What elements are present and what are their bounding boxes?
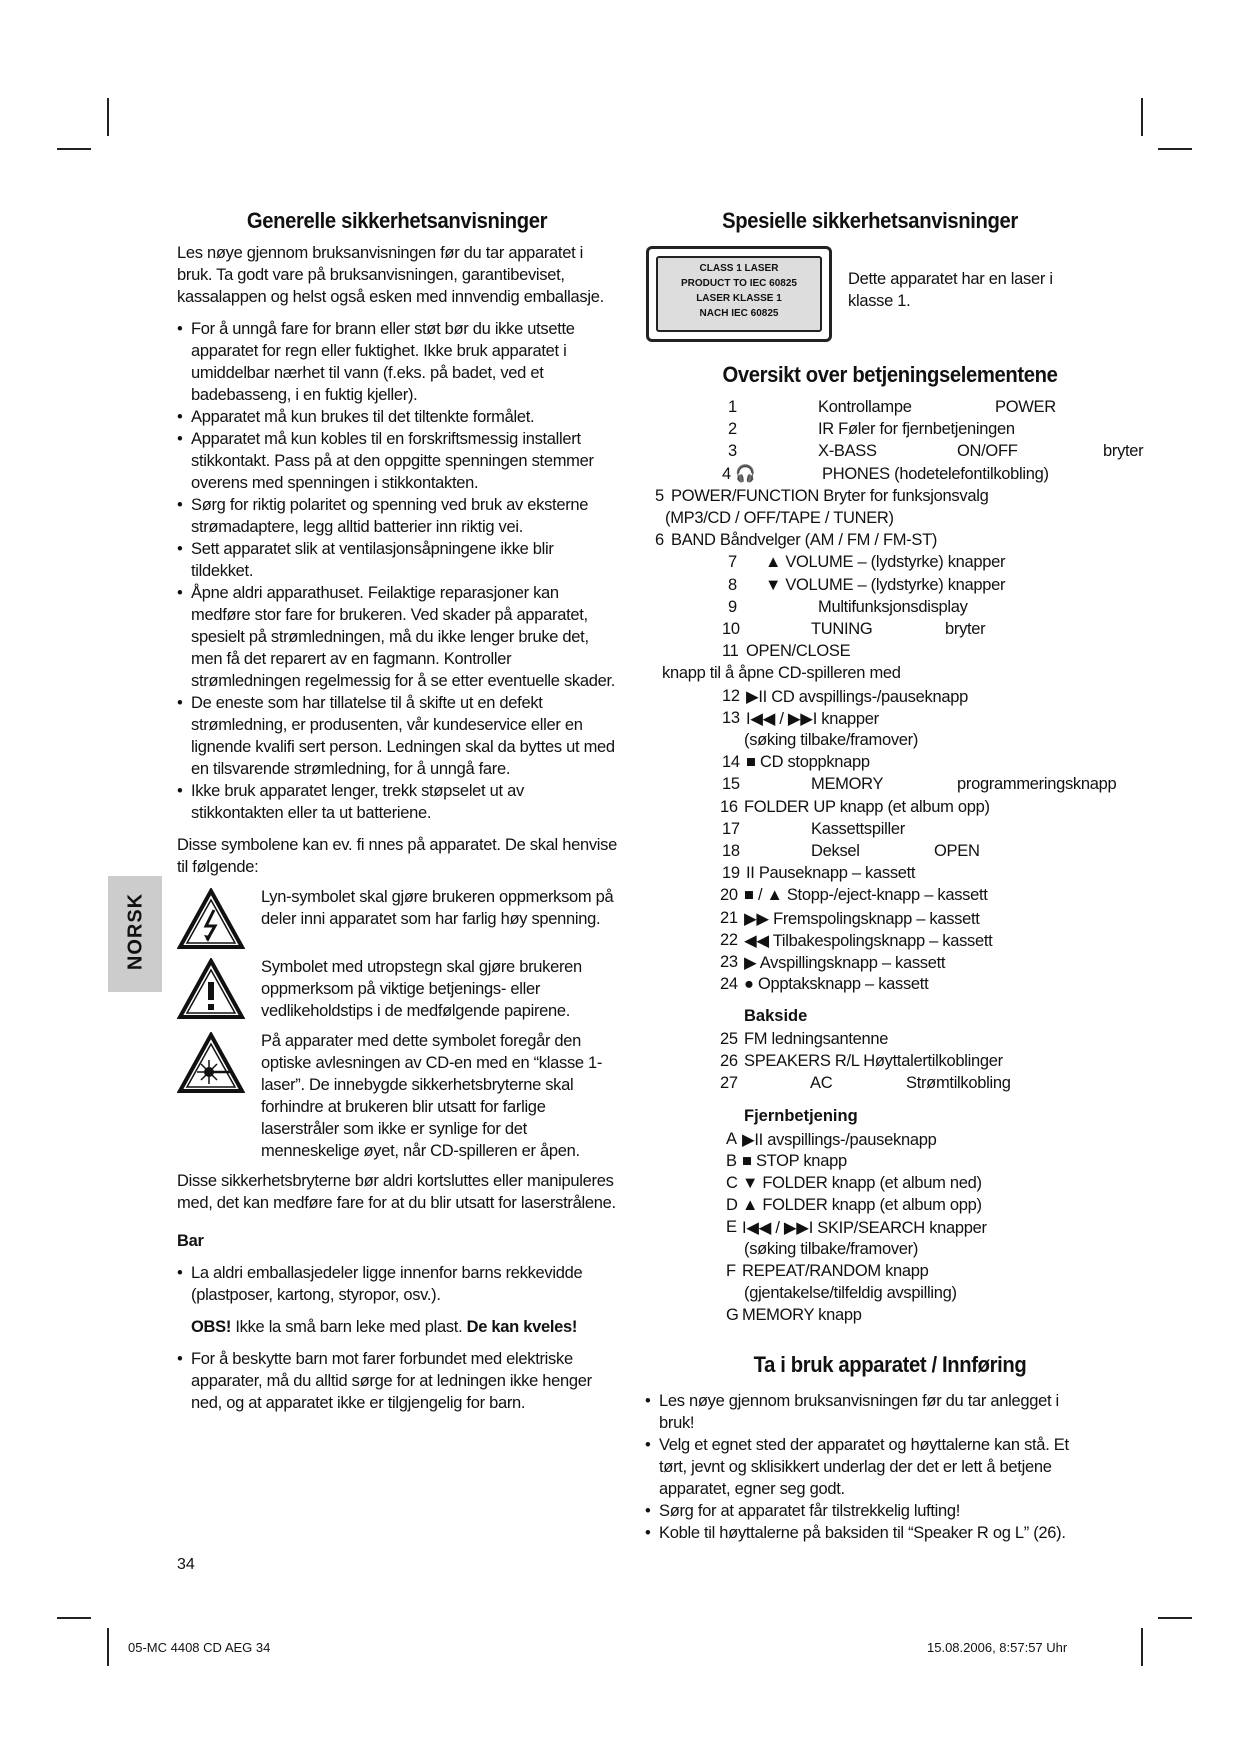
symbol-lightning-text: Lyn-symbolet skal gjøre brukeren oppmerksom på deler inni apparatet som har farlig høy spenning. [261, 888, 614, 928]
item-label: II Pauseknapp – kassett [746, 864, 916, 883]
bullet-item: • For å unngå fare for brann eller støt bør du ikke utsette apparatet for regn eller fuktighet. Ikke bruk apparatet i umiddelbar nærhet til vann (f.eks. på badet, ved et badebasseng, i en fuktig kjeller). [177, 318, 617, 406]
bullet-item: • Apparatet må kun brukes til det tiltenkte formålet. [177, 406, 617, 428]
laser-class-label [646, 246, 832, 342]
obs-note [177, 1316, 617, 1338]
item-number: C [726, 1174, 738, 1192]
item-number: E [726, 1218, 737, 1236]
item-number: 16 [720, 797, 738, 816]
general-safety-title: Generelle sikkerhetsanvisninger [246, 208, 548, 233]
page-number: 34 [177, 1556, 195, 1573]
crop-mark [1158, 148, 1192, 150]
bullet-item: • Les nøye gjennom bruksanvisningen før du tar anlegget i bruk! [645, 1390, 1085, 1434]
item-number: 10 [722, 620, 740, 638]
crop-mark [1158, 1617, 1192, 1619]
crop-mark [107, 98, 109, 136]
item-label: Kassettspiller [811, 819, 905, 838]
item-label: ▶ Avspillingsknapp – kassett [744, 954, 946, 972]
obs-warning: De kan kveles! [466, 1318, 578, 1336]
item-number: 3 [728, 442, 737, 461]
item-number: 14 [722, 753, 740, 772]
item-number: 9 [728, 597, 737, 616]
bullet-item: • Sørg for riktig polaritet og spenning ved bruk av eksterne strømadaptere, legg alltid batterier inn riktig vei. [177, 494, 617, 538]
item-number: 22 [720, 930, 738, 949]
children-title: Bar [177, 1232, 204, 1250]
item-label-extra: programmeringsknapp [957, 775, 1117, 794]
item-number: 12 [722, 686, 740, 705]
item-label: ■ / ▲ Stopp-/eject-knapp – kassett [744, 886, 988, 905]
bullet-item: • For å beskytte barn mot farer forbundet med elektriske apparater, må du alltid sørge for at ledningen ikke henger ned, og at apparatet ikke er tilgjengelig for barn. [177, 1348, 617, 1414]
bullet-item: • La aldri emballasjedeler ligge innenfor barns rekkevidde (plastposer, kartong, styropor, osv.). [177, 1262, 617, 1306]
item-number: 11 [722, 642, 739, 661]
item-label: POWER/FUNCTION Bryter for funksjonsvalg [671, 486, 989, 505]
crop-mark [1141, 1628, 1143, 1666]
switch-note: Disse sikkerhetsbryterne bør aldri kortsluttes eller manipuleres med, det kan medføre fare for at du blir utsatt for laserstrålene. [177, 1172, 616, 1212]
item-label: (søking tilbake/framover) [744, 731, 919, 749]
symbols-intro: Disse symbolene kan ev. fi nnes på apparatet. De skal henvise til følgende: [177, 836, 617, 876]
item-number: 6 [655, 531, 664, 550]
item-label: (MP3/CD / OFF/TAPE / TUNER) [665, 509, 894, 527]
item-label: ▶II avspillings-/pauseknapp [742, 1131, 937, 1149]
usage-bullets [645, 1390, 1085, 1544]
symbol-laser-text: På apparater med dette symbolet foregår den optiske avlesningen av CD-en med en “klasse 1-laser”. De innebygde sikkerhetsbryterne skal forhindre at brukeren blir utsatt for farlige laserstråler som ikke er synlige for det menneskelige øyet, når CD-spilleren er åpen. [261, 1032, 603, 1160]
footer-right: 15.08.2006, 8:57:57 Uhr [927, 1640, 1068, 1655]
usage-title: Ta i bruk apparatet / Innføring [753, 1352, 1027, 1377]
laser-label-line: CLASS 1 LASER [699, 263, 779, 274]
children-bullets-2 [177, 1348, 617, 1414]
item-label: Deksel [811, 842, 860, 860]
language-tab-label: NORSK [124, 892, 147, 971]
item-number: 5 [655, 486, 664, 505]
laser-warning-icon [177, 1032, 245, 1094]
bullet-item: • Apparatet må kun kobles til en forskriftsmessig installert stikkontakt. Pass på at den oppgitte spenningen stemmer overens med spenningen i stikkontakten. [177, 428, 617, 494]
item-label: FM ledningsantenne [744, 1030, 889, 1048]
item-label-extra: bryter [945, 620, 986, 638]
item-label: ▲ VOLUME – (lydstyrke) knapper [765, 553, 1006, 572]
item-number: 7 [728, 553, 737, 572]
item-label: I◀◀ / ▶▶I SKIP/SEARCH knapper [742, 1219, 987, 1237]
item-number: 21 [720, 908, 738, 927]
remote-title: Fjernbetjening [744, 1107, 858, 1125]
item-label-extra: Strømtilkobling [906, 1074, 1011, 1092]
item-number: B [726, 1152, 737, 1170]
crop-mark [57, 1617, 91, 1619]
item-number: 24 [720, 975, 738, 994]
exclamation-warning-icon [177, 958, 245, 1020]
item-number: 13 [722, 708, 740, 727]
item-number: 1 [728, 398, 737, 416]
item-number: 8 [728, 575, 737, 594]
laser-label-line: NACH IEC 60825 [699, 308, 779, 319]
special-safety-section [645, 210, 1145, 242]
footer-left: 05-MC 4408 CD AEG 34 [128, 1640, 271, 1655]
item-label: ■ STOP knapp [742, 1152, 847, 1170]
item-label: OPEN/CLOSE [746, 642, 851, 661]
symbol-laser-block [177, 1030, 617, 1162]
bullet-item: • Velg et egnet sted der apparatet og høyttalerne kan stå. Et tørt, jevnt og sklisikkert underlag der det er lett å betjene apparatet, egner seg godt. [645, 1434, 1085, 1500]
obs-text: Ikke la små barn leke med plast. [231, 1318, 467, 1336]
item-number: 15 [722, 775, 740, 794]
item-label: (gjentakelse/tilfeldig avspilling) [744, 1284, 957, 1302]
item-label-extra: OPEN [934, 842, 980, 860]
item-number: 4 🎧 [722, 464, 756, 483]
bullet-item: • Åpne aldri apparathuset. Feilaktige reparasjoner kan medføre stor fare for brukeren. Ved skader på apparatet, spesielt på strømledningen, må du ikke lenger bruke det, men få det reparert av en fagmann. Kontroller strømledningen regelmessig for å se etter eventuelle skader. [177, 582, 617, 692]
general-safety-section [177, 210, 617, 1414]
item-label-extra: POWER [995, 398, 1056, 416]
item-number: 20 [720, 886, 738, 905]
children-bullets [177, 1262, 617, 1306]
symbol-lightning-block [177, 886, 617, 948]
item-label: AC [810, 1074, 833, 1092]
item-label: ■ CD stoppknapp [746, 753, 870, 772]
item-label: MEMORY knapp [742, 1306, 862, 1324]
item-label: ▶▶ Fremspolingsknapp – kassett [744, 909, 980, 928]
item-number: 18 [722, 842, 740, 860]
crop-mark [107, 1628, 109, 1666]
item-label: FOLDER UP knapp (et album opp) [744, 797, 990, 816]
item-label: (søking tilbake/framover) [744, 1240, 919, 1258]
item-label: I◀◀ / ▶▶I knapper [746, 709, 879, 728]
laser-label-line: PRODUCT TO IEC 60825 [681, 278, 797, 289]
language-tab [108, 876, 162, 992]
controls-title: Oversikt over betjeningselementene [722, 362, 1058, 387]
item-label: Multifunksjonsdisplay [818, 597, 968, 616]
symbol-exclamation-block [177, 956, 617, 1022]
item-label: IR Føler for fjernbetjeningen [818, 420, 1015, 439]
symbol-exclamation-text: Symbolet med utropstegn skal gjøre brukeren oppmerksom på viktige betjenings- eller vedlikeholdstips i de medfølgende papirene. [261, 958, 582, 1020]
item-label: PHONES (hodetelefontilkobling) [822, 464, 1049, 483]
special-safety-title: Spesielle sikkerhetsanvisninger [722, 208, 1018, 233]
item-label: SPEAKERS R/L Høyttalertilkoblinger [744, 1052, 1003, 1070]
bullet-item: • Sørg for at apparatet får tilstrekkelig lufting! [645, 1500, 1085, 1522]
laser-label-line: LASER KLASSE 1 [696, 293, 782, 304]
bullet-item: • Sett apparatet slik at ventilasjonsåpningene ikke blir tildekket. [177, 538, 617, 582]
back-title: Bakside [744, 1007, 808, 1025]
item-number: F [726, 1262, 736, 1280]
item-label: MEMORY [811, 775, 884, 794]
crop-mark [1141, 98, 1143, 136]
item-label-extra: bryter [1103, 442, 1144, 461]
item-number: 27 [720, 1074, 738, 1092]
item-label: TUNING [811, 620, 873, 638]
general-bullets [177, 318, 617, 824]
item-number: D [726, 1196, 738, 1214]
item-label: X-BASS [818, 442, 877, 461]
item-label: ▼ FOLDER knapp (et album ned) [742, 1174, 982, 1192]
item-label: knapp til å åpne CD-spilleren med [662, 664, 901, 683]
item-number: 23 [720, 953, 738, 971]
item-label: ● Opptaksknapp – kassett [744, 975, 929, 994]
bullet-item: • De eneste som har tillatelse til å skifte ut en defekt strømledning, er produsenten, vår kundeservice eller en lignende kvalifi sert person. Ledningen skal da byttes ut med en tilsvarende strømledning, for å unngå fare. [177, 692, 617, 780]
item-number: 19 [722, 864, 740, 883]
item-number: A [726, 1130, 737, 1148]
item-label-extra: ON/OFF [957, 442, 1018, 461]
item-number: G [726, 1306, 739, 1324]
obs-label: OBS! [191, 1318, 232, 1336]
bullet-item: • Ikke bruk apparatet lenger, trekk støpselet ut av stikkontakten eller ta ut batteriene. [177, 780, 617, 824]
item-label: ▲ FOLDER knapp (et album opp) [742, 1196, 982, 1214]
item-label: ▶II CD avspillings-/pauseknapp [746, 687, 968, 706]
lightning-warning-icon [177, 888, 245, 950]
crop-mark [57, 148, 91, 150]
general-intro: Les nøye gjennom bruksanvisningen før du tar apparatet i bruk. Ta godt vare på bruksanvisningen, garantibeviset, kassalappen og helst også esken med innvendig emballasje. [177, 244, 604, 306]
bullet-item: • Koble til høyttalerne på baksiden til “Speaker R og L” (26). [645, 1522, 1085, 1544]
item-number: 25 [720, 1030, 738, 1048]
item-number: 2 [728, 420, 737, 439]
item-label: BAND Båndvelger (AM / FM / FM-ST) [671, 531, 938, 550]
item-label: REPEAT/RANDOM knapp [742, 1262, 929, 1280]
item-number: 17 [722, 819, 740, 838]
item-label: Kontrollampe [818, 398, 912, 416]
laser-class-text: Dette apparatet har en laser i klasse 1. [848, 270, 1053, 310]
item-label: ◀◀ Tilbakespolingsknapp – kassett [744, 931, 993, 950]
item-label: ▼ VOLUME – (lydstyrke) knapper [765, 575, 1006, 594]
item-number: 26 [720, 1052, 738, 1070]
